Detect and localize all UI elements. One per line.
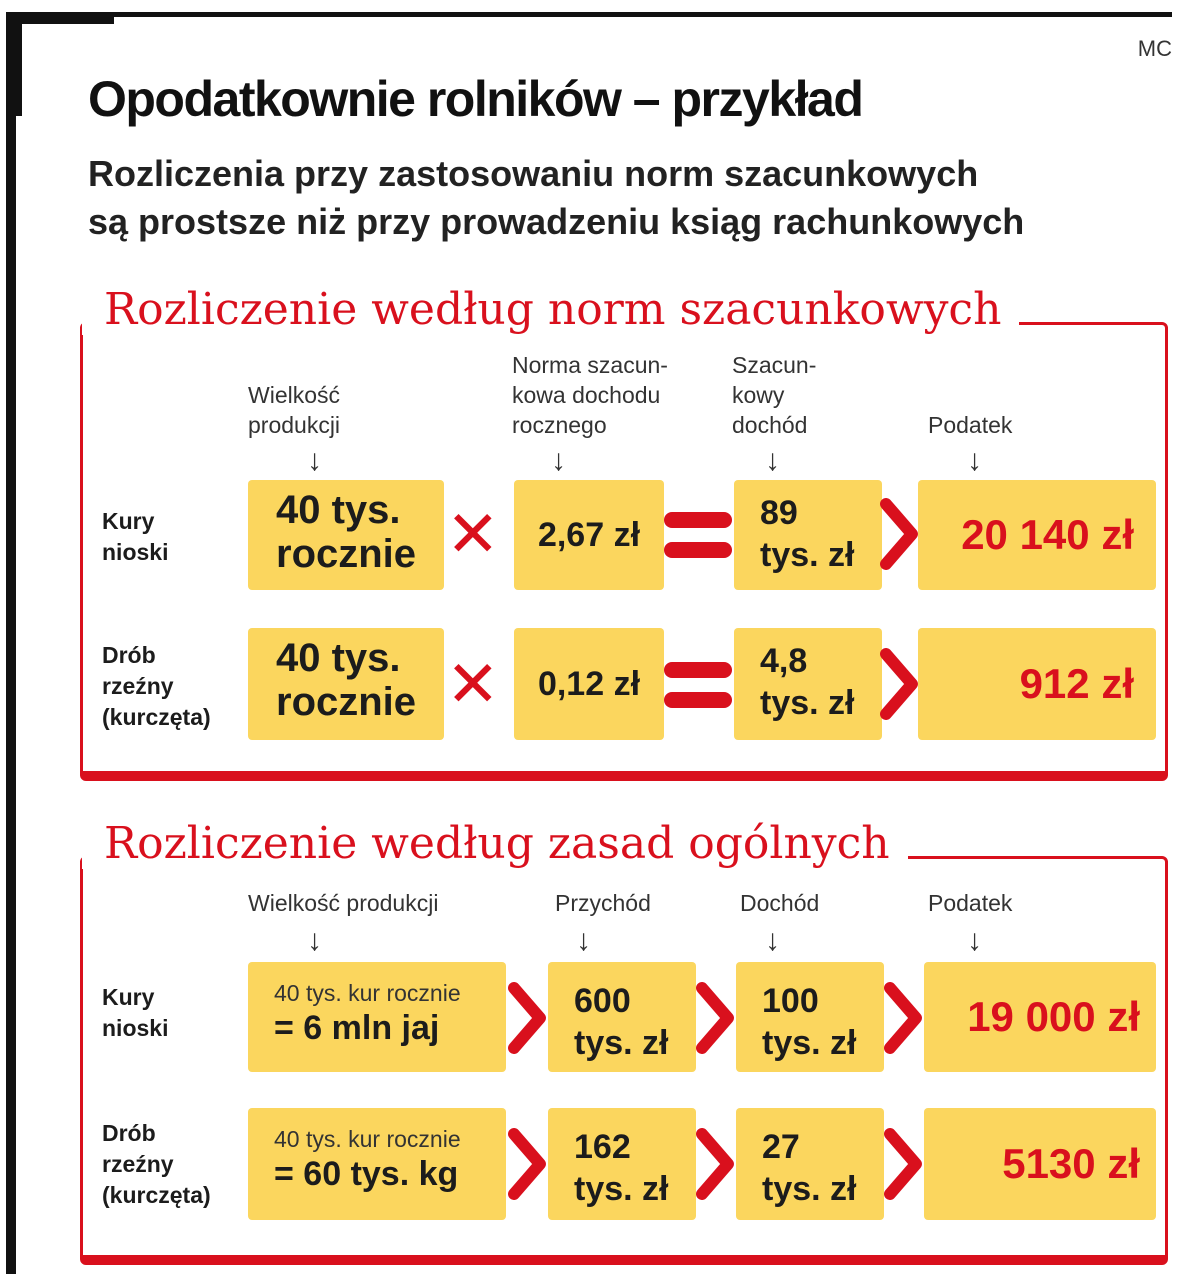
section-estimated-norms-title: Rozliczenie według norm szacunkowych (82, 284, 1019, 335)
income-box (736, 962, 884, 1072)
production-value-line: rocznie (276, 532, 417, 576)
production-box (248, 1108, 506, 1220)
equals-icon (664, 662, 732, 712)
income-value-line: tys. zł (760, 684, 855, 722)
column-header-line: Szacun- (732, 352, 817, 378)
production-box (248, 628, 444, 740)
row-label-laying-hens (102, 506, 168, 568)
chevron-right-icon (880, 498, 920, 570)
equals-icon (664, 512, 732, 562)
column-header-line: rocznego (512, 412, 607, 438)
column-header-line: kowa dochodu (512, 382, 661, 408)
production-value-line: 40 tys. (276, 636, 401, 680)
author-credit: MC (1137, 36, 1172, 61)
tax-box: 912 zł (918, 628, 1156, 740)
income-value-line: tys. zł (762, 1024, 857, 1062)
frame-corner-top (6, 12, 114, 24)
chevron-right-icon (884, 1128, 924, 1200)
estimated-income-box (734, 628, 882, 740)
revenue-value-line: 162 (574, 1128, 631, 1166)
revenue-box (548, 962, 696, 1072)
row-label-line: (kurczęta) (102, 1182, 211, 1208)
column-header-revenue: Przychód (555, 890, 651, 916)
revenue-value-line: 600 (574, 982, 631, 1020)
column-header-line: kowy (732, 382, 785, 408)
column-header-line: dochód (732, 412, 808, 438)
row-label-line: Kury (102, 508, 155, 534)
tax-box: 20 140 zł (918, 480, 1156, 590)
tax-box: 5130 zł (924, 1108, 1156, 1220)
income-value-line: 27 (762, 1128, 800, 1166)
income-value-line: 89 (760, 494, 798, 532)
subtitle-line-1: Rozliczenia przy zastosowaniu norm szacunkowych (88, 153, 979, 194)
norm-box: 2,67 zł (514, 480, 664, 590)
section-general-rules-title: Rozliczenie według zasad ogólnych (82, 818, 908, 869)
chevron-right-icon (696, 1128, 736, 1200)
column-header-line: Norma szacun- (512, 352, 668, 378)
frame-corner-left (6, 12, 22, 116)
production-value-line: 40 tys. (276, 488, 401, 532)
column-header-estimated-income (732, 350, 816, 440)
chevron-right-icon (884, 982, 924, 1054)
row-label-line: nioski (102, 1015, 169, 1041)
income-value-line: tys. zł (760, 536, 855, 574)
row-label-laying-hens (102, 982, 168, 1044)
column-header-line: Wielkość (248, 382, 341, 408)
down-arrow-icon: ↓ (765, 444, 780, 477)
row-label-line: Drób (102, 642, 156, 668)
frame-top-rule (6, 12, 1172, 17)
revenue-value-line: tys. zł (574, 1170, 669, 1208)
income-box (736, 1108, 884, 1220)
row-label-line: rzeźny (102, 673, 174, 699)
column-header-line: Podatek (928, 412, 1013, 438)
row-label-line: rzeźny (102, 1151, 174, 1177)
income-value-line: 4,8 (760, 642, 808, 680)
column-header-tax (928, 410, 1012, 440)
down-arrow-icon: ↓ (765, 924, 780, 957)
chevron-right-icon (880, 648, 920, 720)
production-box (248, 962, 506, 1072)
production-box (248, 480, 444, 590)
production-detail: 40 tys. kur rocznie (274, 1126, 461, 1152)
multiply-icon: ✕ (446, 498, 500, 570)
frame-left-rule (6, 12, 16, 1274)
production-value: = 60 tys. kg (274, 1155, 459, 1193)
estimated-income-box (734, 480, 882, 590)
column-header-norm (512, 350, 668, 440)
tax-box: 19 000 zł (924, 962, 1156, 1072)
down-arrow-icon: ↓ (576, 924, 591, 957)
row-label-line: nioski (102, 539, 169, 565)
down-arrow-icon: ↓ (307, 444, 322, 477)
row-label-broilers (102, 640, 211, 733)
production-value-line: rocznie (276, 680, 417, 724)
down-arrow-icon: ↓ (967, 924, 982, 957)
revenue-value-line: tys. zł (574, 1024, 669, 1062)
row-label-line: (kurczęta) (102, 704, 211, 730)
revenue-box (548, 1108, 696, 1220)
production-value: = 6 mln jaj (274, 1009, 440, 1047)
multiply-icon: ✕ (446, 648, 500, 720)
column-header-line: produkcji (248, 412, 341, 438)
subtitle-line-2: są prostsze niż przy prowadzeniu ksiąg rachunkowych (88, 201, 1025, 242)
down-arrow-icon: ↓ (551, 444, 566, 477)
chevron-right-icon (508, 982, 548, 1054)
row-label-broilers (102, 1118, 211, 1211)
column-header-production: Wielkość produkcji (248, 890, 439, 916)
down-arrow-icon: ↓ (307, 924, 322, 957)
income-value-line: tys. zł (762, 1170, 857, 1208)
production-detail: 40 tys. kur rocznie (274, 980, 461, 1006)
down-arrow-icon: ↓ (967, 444, 982, 477)
column-header-tax: Podatek (928, 890, 1013, 916)
income-value-line: 100 (762, 982, 819, 1020)
subtitle (88, 150, 1188, 246)
page-title: Opodatkownie rolników – przykład (88, 71, 863, 127)
column-header-production (248, 380, 340, 440)
chevron-right-icon (696, 982, 736, 1054)
row-label-line: Drób (102, 1120, 156, 1146)
column-header-income: Dochód (740, 890, 820, 916)
row-label-line: Kury (102, 984, 155, 1010)
chevron-right-icon (508, 1128, 548, 1200)
norm-box: 0,12 zł (514, 628, 664, 740)
